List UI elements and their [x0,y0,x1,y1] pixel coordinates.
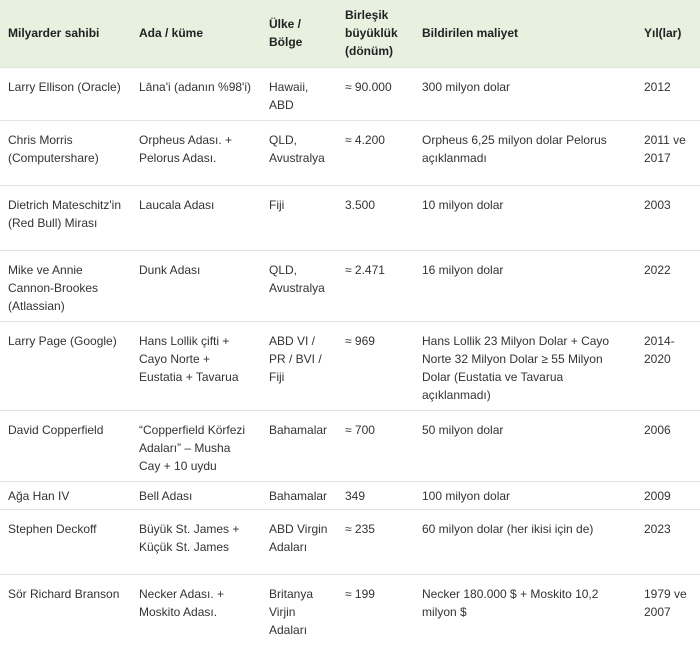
cell-country: Hawaii, ABD [261,67,337,120]
cell-size: ≈ 199 [337,574,414,645]
cell-cost: Orpheus 6,25 milyon dolar Pelorus açıklanmadı [414,120,636,185]
table-row [0,574,700,645]
cell-island: Hans Lollik çifti + Cayo Norte + Eustatia + Tavarua [131,321,261,410]
cell-island: Dunk Adası [131,250,261,321]
cell-island: Necker Adası. + Moskito Adası. [131,574,261,645]
cell-cost: 50 milyon dolar [414,410,636,481]
cell-owner: David Copperfield [0,410,131,481]
cell-size: ≈ 4.200 [337,120,414,185]
header-country: Ülke / Bölge [269,17,303,50]
table-row [0,120,700,185]
cell-country: ABD VI / PR / BVI / Fiji [261,321,337,410]
cell-size: 349 [337,481,414,509]
cell-cost: 300 milyon dolar [414,67,636,120]
header-owner: Milyarder sahibi [8,26,100,41]
cell-country: ABD Virgin Adaları [261,509,337,574]
cell-country: QLD, Avustralya [261,120,337,185]
table-row [0,481,700,509]
cell-island: “Copperfield Körfezi Adaları” – Musha Cay + 10 uydu [131,410,261,481]
cell-country: Britanya Virjin Adaları [261,574,337,645]
cell-cost: 16 milyon dolar [414,250,636,321]
cell-country: QLD, Avustralya [261,250,337,321]
cell-years: 2003 [636,185,700,250]
cell-years: 2012 [636,67,700,120]
cell-years: 2006 [636,410,700,481]
cell-size: ≈ 2.471 [337,250,414,321]
cell-island: Bell Adası [131,481,261,509]
cell-years: 2023 [636,509,700,574]
cell-size: ≈ 969 [337,321,414,410]
table-body [0,67,700,645]
cell-owner: Stephen Deckoff [0,509,131,574]
cell-cost: 100 milyon dolar [414,481,636,509]
cell-country: Bahamalar [261,481,337,509]
cell-owner: Dietrich Mateschitz'in (Red Bull) Mirası [0,185,131,250]
cell-years: 2009 [636,481,700,509]
cell-years: 2014-2020 [636,321,700,410]
cell-size: 3.500 [337,185,414,250]
header-row [0,0,700,67]
cell-size: ≈ 235 [337,509,414,574]
cell-years: 2011 ve 2017 [636,120,700,185]
cell-size: ≈ 700 [337,410,414,481]
cell-cost: 60 milyon dolar (her ikisi için de) [414,509,636,574]
cell-owner: Larry Ellison (Oracle) [0,67,131,120]
header-cost: Bildirilen maliyet [422,26,519,41]
table-row [0,410,700,481]
table-row [0,321,700,410]
cell-owner: Chris Morris (Computershare) [0,120,131,185]
table-header [0,0,700,67]
table-row [0,250,700,321]
header-years: Yıl(lar) [644,26,682,41]
cell-cost: 10 milyon dolar [414,185,636,250]
cell-country: Fiji [261,185,337,250]
cell-cost: Necker 180.000 $ + Moskito 10,2 milyon $ [414,574,636,645]
cell-years: 2022 [636,250,700,321]
cell-owner: Mike ve Annie Cannon-Brookes (Atlassian) [0,250,131,321]
header-island: Ada / küme [139,26,204,41]
cell-island: Laucala Adası [131,185,261,250]
cell-cost: Hans Lollik 23 Milyon Dolar + Cayo Norte 32 Milyon Dolar ≥ 55 Milyon Dolar (Eustatia ve Tavarua açıklanmadı) [414,321,636,410]
table-row [0,509,700,574]
cell-owner: Ağa Han IV [0,481,131,509]
cell-island: Lāna'i (adanın %98'i) [131,67,261,120]
table-row [0,67,700,120]
cell-island: Büyük St. James + Küçük St. James [131,509,261,574]
cell-size: ≈ 90.000 [337,67,414,120]
table-row [0,185,700,250]
cell-years: 1979 ve 2007 [636,574,700,645]
cell-owner: Larry Page (Google) [0,321,131,410]
cell-owner: Sör Richard Branson [0,574,131,645]
header-size: Birleşik büyüklük (dönüm) [345,8,398,59]
cell-country: Bahamalar [261,410,337,481]
cell-island: Orpheus Adası. + Pelorus Adası. [131,120,261,185]
